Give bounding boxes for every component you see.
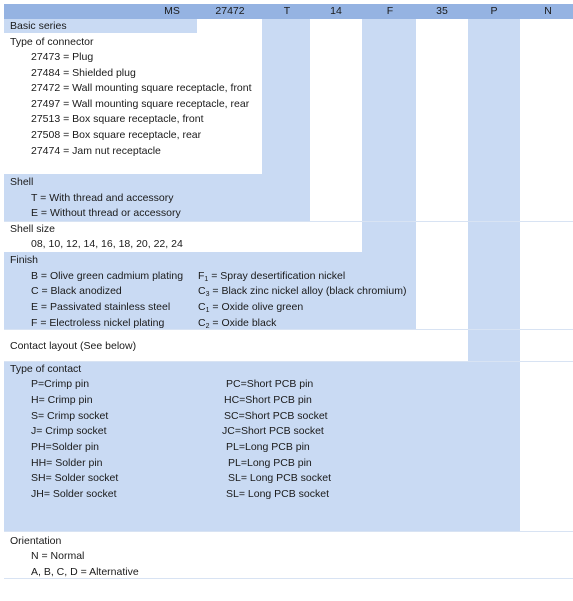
contact-item: S= Crimp socket (31, 410, 109, 422)
contact-alt-item: JC=Short PCB socket (222, 425, 324, 437)
header-ms: MS (164, 5, 180, 17)
connector-title: Type of connector (10, 36, 94, 48)
connector-item: 27508 = Box square receptacle, rear (31, 129, 202, 141)
finish-alt-item: $F_1$ = Spray desertification nickel (198, 270, 346, 283)
contact-alt-item: PC=Short PCB pin (226, 378, 314, 390)
shell-item: E = Without thread or accessory (31, 207, 181, 219)
finish-item: E = Passivated stainless steel (31, 301, 171, 313)
contact-layout-title: Contact layout (See below) (10, 340, 137, 352)
contact-alt-item: HC=Short PCB pin (224, 394, 312, 406)
contact-item: SH= Solder socket (31, 472, 119, 484)
orientation-item: N = Normal (31, 550, 85, 562)
connector-item: 27474 = Jam nut receptacle (31, 145, 161, 157)
finish-item: F = Electroless nickel plating (31, 317, 165, 329)
contact-item: H= Crimp pin (31, 394, 93, 406)
connector-item: 27497 = Wall mounting square receptacle, rear (31, 98, 250, 110)
divider (4, 221, 573, 222)
contact-alt-item: SC=Short PCB socket (224, 410, 328, 422)
finish-item: B = Olive green cadmium plating (31, 270, 184, 282)
connector-item: 27472 = Wall mounting square receptacle, front (31, 82, 252, 94)
contact-item: PH=Solder pin (31, 441, 99, 453)
contact-alt-item: SL= Long PCB socket (226, 488, 330, 500)
finish-alt-item: $C_1$ = Oxide olive green (198, 301, 304, 314)
connector-item: 27484 = Shielded plug (31, 67, 136, 79)
header-n: N (544, 5, 552, 17)
header-27472: 27472 (215, 5, 245, 17)
header-p: P (490, 5, 498, 17)
finish-alt-item: $C_3$ = Black zinc nickel alloy (black chromium) (198, 285, 407, 298)
orientation-item: A, B, C, D = Alternative (31, 566, 139, 578)
contact-item: HH= Solder pin (31, 457, 103, 469)
connector-item: 27513 = Box square receptacle, front (31, 113, 204, 125)
basic-series-title: Basic series (10, 20, 67, 32)
header-35: 35 (436, 5, 448, 17)
orientation-title: Orientation (10, 535, 62, 547)
contact-item: J= Crimp socket (31, 425, 107, 437)
header-f: F (386, 5, 394, 17)
divider (4, 361, 573, 362)
contact-alt-item: PL=Long PCB pin (226, 441, 310, 453)
contact-item: JH= Solder socket (31, 488, 117, 500)
connector-item: 27473 = Plug (31, 51, 94, 63)
finish-alt-item: $C_2$ = Oxide black (198, 317, 277, 330)
contact-item: P=Crimp pin (31, 378, 90, 390)
contact-alt-item: SL= Long PCB socket (228, 472, 332, 484)
header-t: T (283, 5, 291, 17)
contact-type-title: Type of contact (10, 363, 82, 375)
shell-item: T = With thread and accessory (31, 192, 174, 204)
shell-size-title: Shell size (10, 223, 55, 235)
shell-title: Shell (10, 176, 34, 188)
header-14: 14 (330, 5, 342, 17)
finish-title: Finish (10, 254, 39, 266)
divider (4, 531, 573, 532)
finish-item: C = Black anodized (31, 285, 122, 297)
contact-alt-item: PL=Long PCB pin (228, 457, 312, 469)
shell-size-values: 08, 10, 12, 14, 16, 18, 20, 22, 24 (31, 238, 183, 250)
